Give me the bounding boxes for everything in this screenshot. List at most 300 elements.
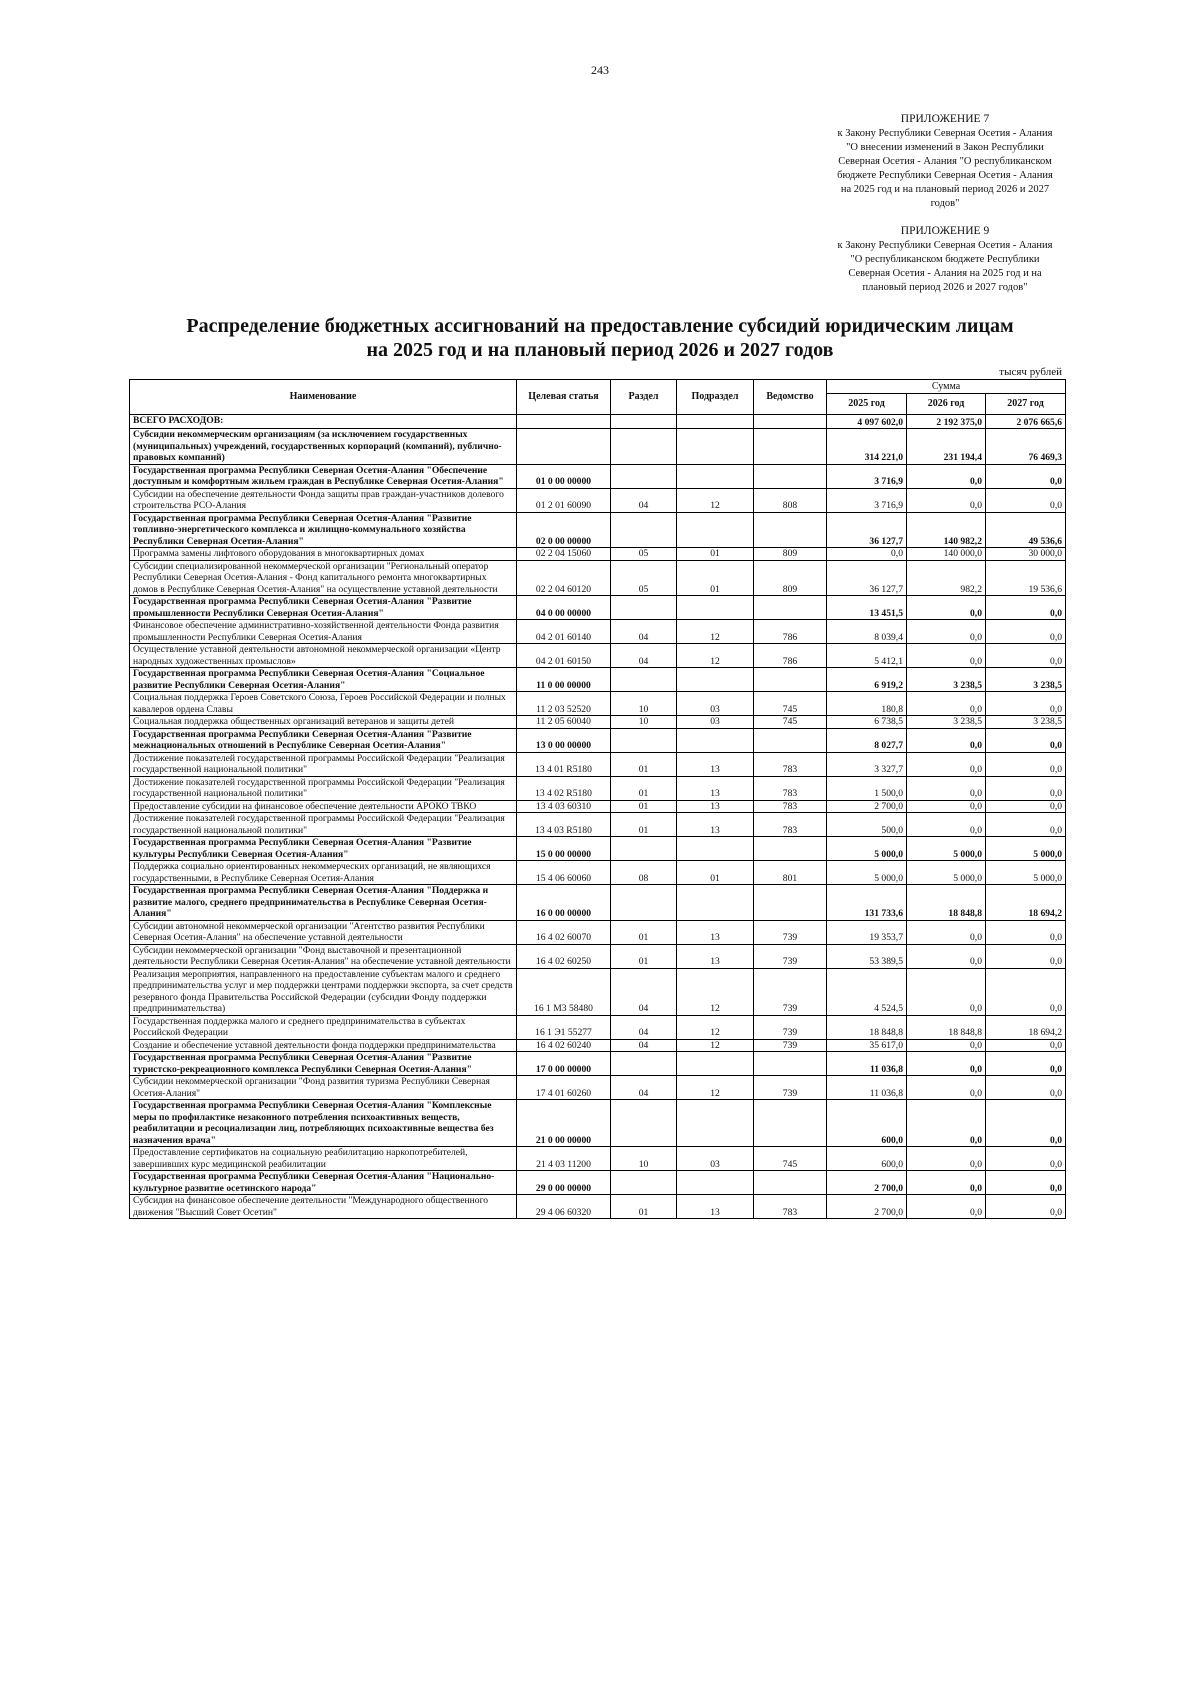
row-value-2026: 0,0 (907, 1171, 986, 1195)
row-department (754, 1100, 827, 1147)
row-department: 739 (754, 1015, 827, 1039)
row-name: Государственная программа Республики Северная Осетия-Алания "Национально-культурное развитие осетинского народа" (130, 1171, 517, 1195)
row-value-2025: 11 036,8 (827, 1076, 907, 1100)
row-name: Государственная программа Республики Северная Осетия-Алания "Поддержка и развитие малого, среднего предпринимательства в Республике Северная Осетия-Алания" (130, 885, 517, 921)
row-name: Предоставление субсидии на финансовое обеспечение деятельности АРОКО ТВКО (130, 800, 517, 813)
row-department (754, 1171, 827, 1195)
row-target: 13 4 02 R5180 (517, 776, 611, 800)
row-target: 13 0 00 00000 (517, 728, 611, 752)
row-value-2027: 0,0 (986, 728, 1066, 752)
document-title-line-2: на 2025 год и на плановый период 2026 и 2027 годов (366, 339, 834, 361)
row-department (754, 885, 827, 921)
table-row (130, 800, 1066, 813)
row-name: Государственная программа Республики Северная Осетия-Алания "Развитие межнациональных отношений в Республике Северная Осетия-Алания" (130, 728, 517, 752)
row-section: 10 (611, 692, 677, 716)
row-subsection: 12 (677, 1076, 754, 1100)
row-department: 783 (754, 776, 827, 800)
row-value-2027: 0,0 (986, 644, 1066, 668)
row-section: 01 (611, 813, 677, 837)
row-value-2025: 6 738,5 (827, 716, 907, 729)
row-section: 01 (611, 752, 677, 776)
table-row (130, 620, 1066, 644)
row-target: 17 0 00 00000 (517, 1052, 611, 1076)
row-name: Достижение показателей государственной программы Российской Федерации "Реализация государственной национальной политики" (130, 752, 517, 776)
table-row (130, 1015, 1066, 1039)
table-row (130, 1195, 1066, 1219)
row-department: 801 (754, 861, 827, 885)
total-row (130, 415, 1066, 429)
row-value-2027: 0,0 (986, 776, 1066, 800)
row-value-2026: 0,0 (907, 800, 986, 813)
row-value-2027: 5 000,0 (986, 837, 1066, 861)
row-section (611, 1100, 677, 1147)
row-value-2027: 19 536,6 (986, 560, 1066, 596)
row-section: 05 (611, 560, 677, 596)
row-value-2025: 2 700,0 (827, 1195, 907, 1219)
row-value-2025: 5 000,0 (827, 837, 907, 861)
row-value-2026: 0,0 (907, 752, 986, 776)
row-target: 15 0 00 00000 (517, 837, 611, 861)
row-department: 783 (754, 1195, 827, 1219)
table-row (130, 429, 1066, 465)
table-row (130, 548, 1066, 561)
row-subsection (677, 1171, 754, 1195)
appendix-7-text: к Закону Республики Северная Осетия - Алания "О внесении изменений в Закон Республики Северная Осетия - Алания "О республиканском бюджете Республики Северная Осетия - Алания на 2025 год и на плановый период 2026 и 2027 годов" (837, 128, 1053, 209)
row-value-2026: 0,0 (907, 1195, 986, 1219)
table-body (130, 415, 1066, 1219)
row-value-2026: 18 848,8 (907, 1015, 986, 1039)
row-subsection: 01 (677, 548, 754, 561)
row-value-2026: 3 238,5 (907, 668, 986, 692)
row-value-2026: 5 000,0 (907, 861, 986, 885)
row-subsection: 12 (677, 1039, 754, 1052)
row-value-2026: 2 192 375,0 (907, 415, 986, 429)
header-2027: 2027 год (986, 394, 1066, 415)
row-target: 02 2 04 15060 (517, 548, 611, 561)
row-value-2026: 0,0 (907, 944, 986, 968)
row-department: 739 (754, 920, 827, 944)
row-subsection (677, 885, 754, 921)
row-department (754, 1052, 827, 1076)
row-value-2027: 76 469,3 (986, 429, 1066, 465)
row-section: 01 (611, 944, 677, 968)
row-name: Государственная программа Республики Северная Осетия-Алания "Развитие топливно-энергетического комплекса и жилищно-коммунального хозяйства Республики Северная Осетия-Алания" (130, 512, 517, 548)
row-name: Государственная программа Республики Северная Осетия-Алания "Развитие туристско-рекреационного комплекса Республики Северная Осетия-Алания" (130, 1052, 517, 1076)
row-department (754, 415, 827, 429)
row-value-2025: 180,8 (827, 692, 907, 716)
row-subsection (677, 415, 754, 429)
row-section: 01 (611, 1195, 677, 1219)
row-value-2025: 4 097 602,0 (827, 415, 907, 429)
header-target: Целевая статья (517, 380, 611, 415)
row-section (611, 415, 677, 429)
row-name: Государственная программа Республики Северная Осетия-Алания "Развитие культуры Республики Северная Осетия-Алания" (130, 837, 517, 861)
row-value-2027: 0,0 (986, 968, 1066, 1015)
row-target: 11 2 05 60040 (517, 716, 611, 729)
row-department: 745 (754, 716, 827, 729)
row-name: Предоставление сертификатов на социальную реабилитацию наркопотребителей, завершивших курс медицинской реабилитации (130, 1147, 517, 1171)
row-value-2026: 0,0 (907, 644, 986, 668)
row-section: 04 (611, 488, 677, 512)
row-section: 01 (611, 800, 677, 813)
appendix-7-title: ПРИЛОЖЕНИЕ 7 (900, 113, 990, 125)
row-subsection: 03 (677, 1147, 754, 1171)
row-value-2027: 0,0 (986, 1171, 1066, 1195)
row-value-2027: 0,0 (986, 464, 1066, 488)
row-section: 04 (611, 1015, 677, 1039)
row-value-2025: 2 700,0 (827, 1171, 907, 1195)
row-value-2026: 231 194,4 (907, 429, 986, 465)
row-target: 13 4 03 60310 (517, 800, 611, 813)
row-value-2027: 49 536,6 (986, 512, 1066, 548)
document-title (120, 314, 1080, 362)
row-department: 745 (754, 692, 827, 716)
row-subsection: 12 (677, 620, 754, 644)
row-subsection (677, 429, 754, 465)
row-section (611, 429, 677, 465)
row-subsection: 12 (677, 968, 754, 1015)
row-value-2027: 0,0 (986, 752, 1066, 776)
appendix-9-text: к Закону Республики Северная Осетия - Алания "О республиканском бюджете Республики Северная Осетия - Алания на 2025 год и на плановый период 2026 и 2027 годов" (837, 240, 1053, 293)
row-target (517, 429, 611, 465)
row-value-2027: 0,0 (986, 1039, 1066, 1052)
row-section: 04 (611, 644, 677, 668)
table-row (130, 596, 1066, 620)
row-subsection (677, 728, 754, 752)
row-value-2026: 5 000,0 (907, 837, 986, 861)
row-subsection: 13 (677, 776, 754, 800)
header-2026: 2026 год (907, 394, 986, 415)
row-department (754, 668, 827, 692)
row-value-2027: 0,0 (986, 620, 1066, 644)
row-value-2025: 13 451,5 (827, 596, 907, 620)
row-target: 29 0 00 00000 (517, 1171, 611, 1195)
row-section: 01 (611, 776, 677, 800)
row-name: Программа замены лифтового оборудования в многоквартирных домах (130, 548, 517, 561)
table-row (130, 813, 1066, 837)
row-name: Субсидии специализированной некоммерческой организации "Региональный оператор Республики Северная Осетия-Алания - Фонд капитального ремонта многоквартирных домов в Республике Северная Осетия-Алания" на осуществление уставной деятельности (130, 560, 517, 596)
table-row (130, 1076, 1066, 1100)
row-subsection (677, 596, 754, 620)
row-department: 786 (754, 644, 827, 668)
row-value-2026: 0,0 (907, 1147, 986, 1171)
table-row (130, 488, 1066, 512)
table-row (130, 560, 1066, 596)
row-value-2026: 0,0 (907, 488, 986, 512)
row-department: 783 (754, 813, 827, 837)
row-value-2026: 0,0 (907, 1039, 986, 1052)
row-value-2027: 0,0 (986, 1147, 1066, 1171)
table-row (130, 692, 1066, 716)
row-value-2025: 36 127,7 (827, 512, 907, 548)
row-department: 809 (754, 548, 827, 561)
row-subsection (677, 512, 754, 548)
row-value-2025: 3 716,9 (827, 488, 907, 512)
row-name: ВСЕГО РАСХОДОВ: (130, 415, 517, 429)
row-department (754, 728, 827, 752)
row-value-2026: 0,0 (907, 1100, 986, 1147)
row-target: 17 4 01 60260 (517, 1076, 611, 1100)
row-department (754, 596, 827, 620)
row-name: Создание и обеспечение уставной деятельности фонда поддержки предпринимательства (130, 1039, 517, 1052)
row-target: 04 2 01 60150 (517, 644, 611, 668)
row-value-2026: 3 238,5 (907, 716, 986, 729)
table-row (130, 716, 1066, 729)
row-section: 10 (611, 1147, 677, 1171)
row-target (517, 415, 611, 429)
row-subsection (677, 837, 754, 861)
row-target: 15 4 06 60060 (517, 861, 611, 885)
row-target: 01 2 01 60090 (517, 488, 611, 512)
row-subsection: 13 (677, 813, 754, 837)
row-value-2027: 0,0 (986, 920, 1066, 944)
row-target: 13 4 03 R5180 (517, 813, 611, 837)
header-name: Наименование (130, 380, 517, 415)
row-name: Государственная программа Республики Северная Осетия-Алания "Социальное развитие Республики Северная Осетия-Алания" (130, 668, 517, 692)
row-name: Достижение показателей государственной программы Российской Федерации "Реализация государственной национальной политики" (130, 813, 517, 837)
row-value-2025: 11 036,8 (827, 1052, 907, 1076)
row-value-2027: 0,0 (986, 1076, 1066, 1100)
page-number: 243 (591, 63, 609, 77)
row-value-2025: 8 027,7 (827, 728, 907, 752)
row-name: Финансовое обеспечение административно-хозяйственной деятельности Фонда развития промышленности Республики Северная Осетия-Алания (130, 620, 517, 644)
table-row (130, 512, 1066, 548)
row-target: 16 1 М3 58480 (517, 968, 611, 1015)
row-value-2025: 0,0 (827, 548, 907, 561)
row-section (611, 885, 677, 921)
row-section (611, 1171, 677, 1195)
row-subsection (677, 668, 754, 692)
row-target: 16 4 02 60070 (517, 920, 611, 944)
row-value-2027: 0,0 (986, 488, 1066, 512)
appendix-7-block (832, 112, 1058, 211)
header-2025: 2025 год (827, 394, 907, 415)
row-name: Субсидия на финансовое обеспечение деятельности "Международного общественного движения "Высший Совет Осетин" (130, 1195, 517, 1219)
row-value-2025: 53 389,5 (827, 944, 907, 968)
row-value-2025: 2 700,0 (827, 800, 907, 813)
row-value-2027: 0,0 (986, 596, 1066, 620)
row-value-2025: 600,0 (827, 1100, 907, 1147)
row-department (754, 429, 827, 465)
row-value-2026: 18 848,8 (907, 885, 986, 921)
row-value-2026: 140 000,0 (907, 548, 986, 561)
document-title-line-1: Распределение бюджетных ассигнований на предоставление субсидий юридическим лицам (186, 315, 1014, 337)
table-row (130, 752, 1066, 776)
row-value-2027: 0,0 (986, 1195, 1066, 1219)
row-value-2027: 0,0 (986, 692, 1066, 716)
row-value-2026: 0,0 (907, 464, 986, 488)
row-target: 04 2 01 60140 (517, 620, 611, 644)
row-value-2027: 18 694,2 (986, 885, 1066, 921)
table-row (130, 668, 1066, 692)
row-department: 745 (754, 1147, 827, 1171)
row-subsection: 12 (677, 644, 754, 668)
row-value-2027: 3 238,5 (986, 668, 1066, 692)
table-row (130, 1100, 1066, 1147)
appendix-9-block (832, 224, 1058, 295)
row-name: Государственная поддержка малого и среднего предпринимательства в субъектах Российской Федерации (130, 1015, 517, 1039)
row-name: Социальная поддержка общественных организаций ветеранов и защиты детей (130, 716, 517, 729)
row-section (611, 596, 677, 620)
row-name: Поддержка социально ориентированных некоммерческих организаций, не являющихся государственными, в Республике Северная Осетия-Алания (130, 861, 517, 885)
row-department (754, 464, 827, 488)
row-subsection (677, 1100, 754, 1147)
row-subsection: 13 (677, 920, 754, 944)
row-target: 16 4 02 60250 (517, 944, 611, 968)
row-section: 10 (611, 716, 677, 729)
row-subsection: 12 (677, 1015, 754, 1039)
row-value-2026: 0,0 (907, 776, 986, 800)
row-target: 21 4 03 11200 (517, 1147, 611, 1171)
appendix-9-title: ПРИЛОЖЕНИЕ 9 (900, 225, 990, 237)
row-section (611, 668, 677, 692)
row-target: 16 4 02 60240 (517, 1039, 611, 1052)
row-value-2027: 2 076 665,6 (986, 415, 1066, 429)
row-section (611, 512, 677, 548)
row-department (754, 837, 827, 861)
row-section: 05 (611, 548, 677, 561)
row-subsection: 13 (677, 1195, 754, 1219)
row-value-2027: 30 000,0 (986, 548, 1066, 561)
row-department: 783 (754, 752, 827, 776)
table-row (130, 644, 1066, 668)
row-section (611, 464, 677, 488)
row-department: 739 (754, 944, 827, 968)
row-name: Реализация мероприятия, направленного на предоставление субъектам малого и среднего предпринимательства услуг и мер поддержки центрами поддержки экспорта, за счет средств резервного фонда Правительства Российской Федерации (субсидии Фонду поддержки предпринимательства) (130, 968, 517, 1015)
table-row (130, 944, 1066, 968)
header-section: Раздел (611, 380, 677, 415)
row-name: Субсидии некоммерческой организации "Фонд развития туризма Республики Северная Осетия-Алания" (130, 1076, 517, 1100)
row-target: 02 2 04 60120 (517, 560, 611, 596)
row-target: 11 0 00 00000 (517, 668, 611, 692)
row-value-2026: 0,0 (907, 692, 986, 716)
row-department: 739 (754, 968, 827, 1015)
row-value-2025: 3 327,7 (827, 752, 907, 776)
table-row (130, 1171, 1066, 1195)
row-value-2027: 5 000,0 (986, 861, 1066, 885)
table-row (130, 861, 1066, 885)
row-value-2025: 3 716,9 (827, 464, 907, 488)
table-row (130, 920, 1066, 944)
row-name: Государственная программа Республики Северная Осетия-Алания "Комплексные меры по профилактике незаконного потребления психоактивных веществ, реабилитации и ресоциализации лиц, потребляющих психоактивные вещества без назначения врача" (130, 1100, 517, 1147)
row-value-2025: 19 353,7 (827, 920, 907, 944)
row-value-2026: 982,2 (907, 560, 986, 596)
table-row (130, 464, 1066, 488)
row-value-2025: 35 617,0 (827, 1039, 907, 1052)
row-value-2027: 0,0 (986, 1100, 1066, 1147)
row-name: Достижение показателей государственной программы Российской Федерации "Реализация государственной национальной политики" (130, 776, 517, 800)
row-target: 13 4 01 R5180 (517, 752, 611, 776)
row-section: 08 (611, 861, 677, 885)
row-target: 11 2 03 52520 (517, 692, 611, 716)
row-value-2025: 5 000,0 (827, 861, 907, 885)
row-value-2027: 18 694,2 (986, 1015, 1066, 1039)
row-value-2026: 0,0 (907, 1076, 986, 1100)
row-target: 02 0 00 00000 (517, 512, 611, 548)
row-target: 01 0 00 00000 (517, 464, 611, 488)
row-value-2027: 0,0 (986, 813, 1066, 837)
row-target: 04 0 00 00000 (517, 596, 611, 620)
row-value-2027: 0,0 (986, 944, 1066, 968)
row-subsection: 12 (677, 488, 754, 512)
row-name: Государственная программа Республики Северная Осетия-Алания "Обеспечение доступным и комфортным жильем граждан в Республике Северная Осетия-Алания" (130, 464, 517, 488)
row-section: 04 (611, 620, 677, 644)
row-value-2025: 500,0 (827, 813, 907, 837)
row-name: Субсидии некоммерческим организациям (за исключением государственных (муниципальных) учреждений, государственных корпораций (компаний), публично-правовых компаний) (130, 429, 517, 465)
row-department: 739 (754, 1076, 827, 1100)
row-target: 16 0 00 00000 (517, 885, 611, 921)
row-name: Государственная программа Республики Северная Осетия-Алания "Развитие промышленности Республики Северная Осетия-Алания" (130, 596, 517, 620)
row-subsection (677, 464, 754, 488)
row-subsection: 01 (677, 560, 754, 596)
row-section (611, 1052, 677, 1076)
row-name: Субсидии некоммерческой организации "Фонд выставочной и презентационной деятельности Республики Северная Осетия-Алания" на обеспечение уставной деятельности (130, 944, 517, 968)
row-department: 786 (754, 620, 827, 644)
table-row (130, 1052, 1066, 1076)
table-row (130, 776, 1066, 800)
row-target: 29 4 06 60320 (517, 1195, 611, 1219)
row-department: 739 (754, 1039, 827, 1052)
header-sum: Сумма (827, 380, 1066, 394)
row-department: 808 (754, 488, 827, 512)
row-value-2025: 18 848,8 (827, 1015, 907, 1039)
row-value-2025: 1 500,0 (827, 776, 907, 800)
row-target: 16 1 Э1 55277 (517, 1015, 611, 1039)
row-subsection: 03 (677, 692, 754, 716)
row-name: Социальная поддержка Героев Советского Союза, Героев Российской Федерации и полных кавалеров ордена Славы (130, 692, 517, 716)
row-value-2027: 0,0 (986, 1052, 1066, 1076)
row-section: 04 (611, 1076, 677, 1100)
row-value-2026: 0,0 (907, 620, 986, 644)
row-value-2027: 0,0 (986, 800, 1066, 813)
row-value-2026: 0,0 (907, 596, 986, 620)
budget-table (129, 379, 1066, 1219)
row-value-2025: 4 524,5 (827, 968, 907, 1015)
row-section: 04 (611, 1039, 677, 1052)
table-row (130, 1147, 1066, 1171)
row-section: 01 (611, 920, 677, 944)
header-subsection: Подраздел (677, 380, 754, 415)
row-target: 21 0 00 00000 (517, 1100, 611, 1147)
row-department: 809 (754, 560, 827, 596)
row-section (611, 837, 677, 861)
row-subsection: 03 (677, 716, 754, 729)
row-value-2026: 0,0 (907, 1052, 986, 1076)
row-name: Субсидии на обеспечение деятельности Фонда защиты прав граждан-участников долевого строительства РСО-Алания (130, 488, 517, 512)
row-department (754, 512, 827, 548)
row-value-2025: 314 221,0 (827, 429, 907, 465)
row-value-2025: 600,0 (827, 1147, 907, 1171)
row-subsection (677, 1052, 754, 1076)
row-value-2025: 36 127,7 (827, 560, 907, 596)
row-value-2025: 131 733,6 (827, 885, 907, 921)
row-subsection: 13 (677, 752, 754, 776)
row-subsection: 13 (677, 800, 754, 813)
row-subsection: 13 (677, 944, 754, 968)
row-value-2025: 5 412,1 (827, 644, 907, 668)
row-value-2026: 0,0 (907, 813, 986, 837)
row-name: Субсидии автономной некоммерческой организации "Агентство развития Республики Северная Осетия-Алания" на обеспечение уставной деятельности (130, 920, 517, 944)
row-value-2026: 0,0 (907, 728, 986, 752)
row-value-2026: 0,0 (907, 920, 986, 944)
row-value-2027: 3 238,5 (986, 716, 1066, 729)
row-value-2025: 6 919,2 (827, 668, 907, 692)
row-section: 04 (611, 968, 677, 1015)
header-department: Ведомство (754, 380, 827, 415)
table-row (130, 1039, 1066, 1052)
table-row (130, 728, 1066, 752)
table-row (130, 837, 1066, 861)
